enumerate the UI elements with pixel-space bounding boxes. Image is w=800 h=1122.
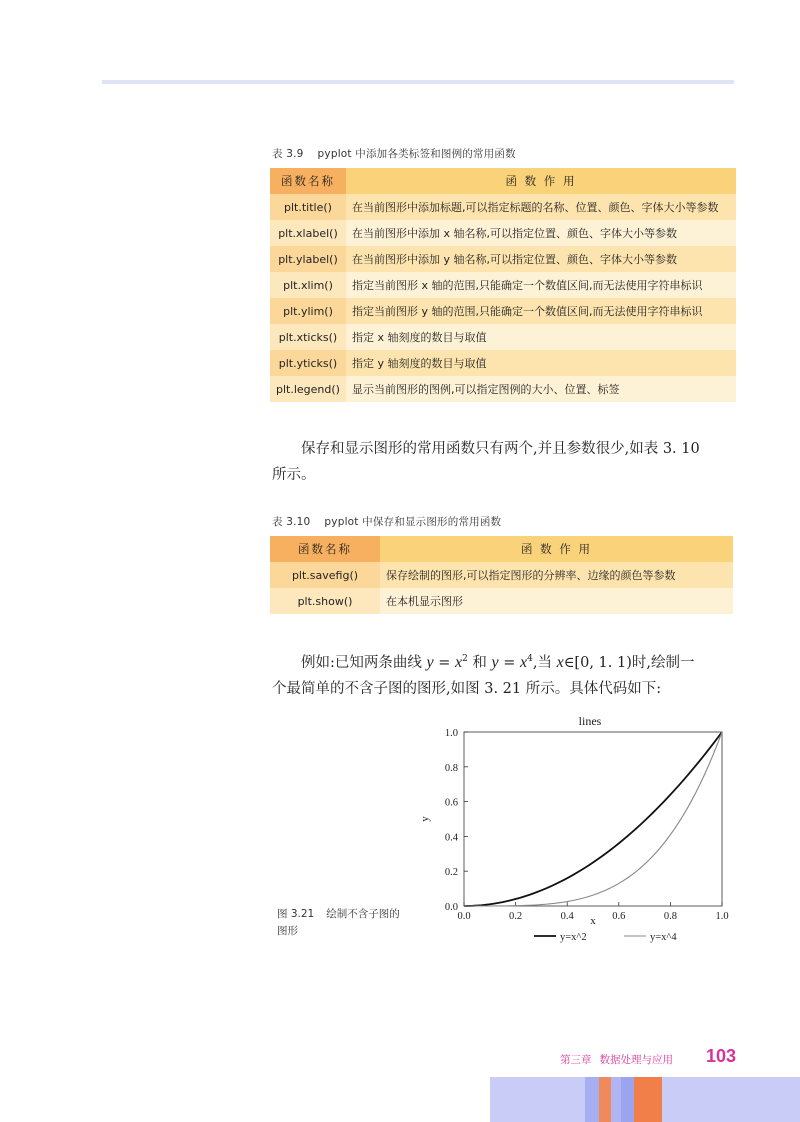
table-row [270, 220, 736, 246]
figure-caption-line-1 [277, 906, 427, 923]
function-name: plt.title() [270, 194, 346, 220]
chapter-label [560, 1052, 673, 1067]
y-tick-label: 0.2 [444, 867, 458, 879]
top-rule [102, 80, 734, 84]
function-desc: 指定当前图形 y 轴的范围,只能确定一个数值区间,而无法使用字符串标识 [346, 298, 736, 324]
y-tick-label: 0.6 [444, 797, 458, 809]
math-var: y [426, 653, 434, 671]
function-name: plt.show() [270, 588, 380, 614]
lines-chart [408, 712, 740, 950]
function-desc: 显示当前图形的图例,可以指定图例的大小、位置、标签 [346, 376, 736, 402]
text: = [433, 654, 455, 671]
function-desc: 指定 x 轴刻度的数目与取值 [346, 324, 736, 350]
page-number: 103 [705, 1046, 736, 1066]
function-desc: 在当前图形中添加 y 轴名称,可以指定位置、颜色、字体大小等参数 [346, 246, 736, 272]
function-desc: 在当前图形中添加 x 轴名称,可以指定位置、颜色、字体大小等参数 [346, 220, 736, 246]
exponent: 4 [527, 654, 533, 664]
table-row [270, 298, 736, 324]
band-block [634, 1077, 662, 1122]
paragraph-1 [272, 436, 734, 488]
band-block [662, 1077, 800, 1122]
function-name: plt.xticks() [270, 324, 346, 350]
math-var: x [556, 653, 564, 671]
paragraph-2 [272, 646, 734, 702]
y-tick-label: 1.0 [444, 728, 458, 739]
function-desc: 在当前图形中添加标题,可以指定标题的名称、位置、颜色、字体大小等参数 [346, 194, 736, 220]
band-block [611, 1077, 621, 1122]
figure-caption-title: 绘制不含子图的 [326, 908, 400, 920]
table-row [270, 376, 736, 402]
text: ,当 [532, 654, 557, 671]
text: 例如:已知两条曲线 [301, 654, 427, 671]
exponent: 2 [462, 654, 468, 664]
table-row [270, 562, 733, 588]
page-footer [560, 1046, 740, 1068]
x-tick-label: 0.8 [663, 911, 677, 922]
band-block [490, 1077, 585, 1122]
x-tick-label: 1.0 [715, 911, 729, 922]
x-tick-label: 0.6 [612, 911, 626, 922]
math-var: y [491, 653, 499, 671]
paragraph-1-line-1: 保存和显示图形的常用函数只有两个,并且参数很少,如表 3. 10 [301, 441, 700, 457]
function-name: plt.ylabel() [270, 246, 346, 272]
bottom-color-band [490, 1077, 800, 1122]
legend-label: y=x^2 [560, 932, 587, 943]
x-tick-label: 0.4 [560, 911, 574, 922]
function-name: plt.legend() [270, 376, 346, 402]
table1-header-name: 函数名称 [270, 168, 346, 194]
table-row [270, 246, 736, 272]
function-desc: 指定 y 轴刻度的数目与取值 [346, 350, 736, 376]
band-block [621, 1077, 634, 1122]
text: ∈[0, 1. 1)时,绘制一 [563, 654, 695, 671]
chart-title: lines [578, 714, 602, 728]
function-name: plt.ylim() [270, 298, 346, 324]
table1-caption-no: 表 3.9 [272, 148, 304, 160]
chapter-no: 第三章 [560, 1054, 592, 1066]
table-row [270, 272, 736, 298]
legend-label: y=x^4 [650, 932, 677, 943]
function-desc: 指定当前图形 x 轴的范围,只能确定一个数值区间,而无法使用字符串标识 [346, 272, 736, 298]
table1-header-desc: 函 数 作 用 [346, 168, 736, 194]
function-desc: 保存绘制的图形,可以指定图形的分辨率、边缘的颜色等参数 [380, 562, 733, 588]
table2-header-name: 函数名称 [270, 536, 380, 562]
y-axis-label: y [419, 816, 431, 822]
table2 [270, 536, 733, 614]
table-row [270, 588, 733, 614]
x-tick-label: 0.0 [457, 911, 471, 922]
table2-caption-no: 表 3.10 [272, 516, 311, 528]
text: 和 [467, 654, 492, 671]
function-name: plt.xlabel() [270, 220, 346, 246]
band-block [599, 1077, 611, 1122]
math-var: x [454, 653, 463, 671]
legend [534, 932, 677, 943]
text: = [498, 654, 521, 671]
function-desc: 在本机显示图形 [380, 588, 733, 614]
table-row [270, 194, 736, 220]
y-tick-label: 0.8 [444, 762, 458, 774]
table2-caption [272, 514, 501, 529]
table1-caption [272, 146, 516, 161]
paragraph-1-line-2: 所示。 [272, 467, 316, 483]
x-axis-label: x [590, 915, 596, 927]
paragraph-2-line-1 [272, 646, 734, 676]
table1-caption-title: pyplot 中添加各类标签和图例的常用函数 [317, 148, 516, 160]
y-tick-label: 0.4 [444, 832, 458, 844]
table2-caption-title: pyplot 中保存和显示图形的常用函数 [324, 516, 502, 528]
figure-caption-no: 图 3.21 [277, 908, 315, 920]
chapter-title: 数据处理与应用 [599, 1054, 673, 1066]
figure-caption [277, 906, 427, 940]
band-block [585, 1077, 599, 1122]
table1-header-row [270, 168, 736, 194]
plot-area [464, 732, 722, 906]
table2-header-desc: 函 数 作 用 [380, 536, 733, 562]
table-row [270, 324, 736, 350]
x-tick-label: 0.2 [509, 911, 523, 922]
math-var: x [520, 653, 528, 671]
y-tick-label: 0.0 [444, 902, 458, 913]
function-name: plt.savefig() [270, 562, 380, 588]
function-name: plt.xlim() [270, 272, 346, 298]
paragraph-2-line-2: 个最简单的不含子图的图形,如图 3. 21 所示。具体代码如下: [272, 680, 662, 697]
table1 [270, 168, 736, 402]
function-name: plt.yticks() [270, 350, 346, 376]
table-row [270, 350, 736, 376]
figure-caption-line-2: 图形 [277, 925, 298, 937]
table2-header-row [270, 536, 733, 562]
